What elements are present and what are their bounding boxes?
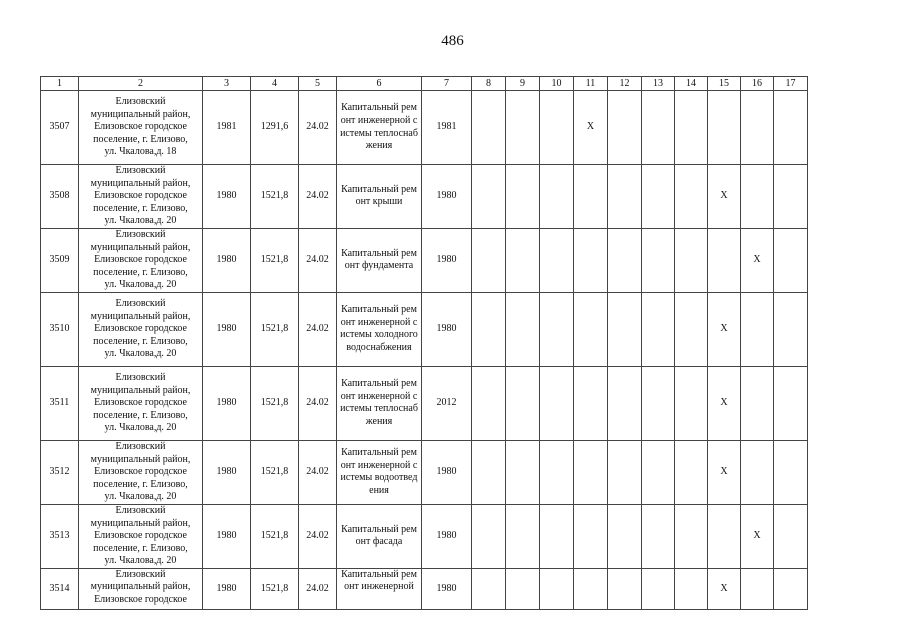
region-code: 24.02 [299,504,337,568]
empty-cell [540,366,574,440]
address-line: ул. Чкалова,д. 20 [104,555,177,567]
row-number: 3512 [41,440,79,504]
year-built: 1980 [203,292,251,366]
empty-cell [472,165,506,229]
table-row [41,366,808,440]
empty-cell [472,440,506,504]
empty-cell [472,366,506,440]
empty-cell [506,228,540,292]
empty-cell [708,504,741,568]
empty-cell [574,568,608,609]
column-header-5: 5 [299,77,337,91]
table-row [41,292,808,366]
address-line: Елизовский [115,568,166,580]
empty-cell [675,165,708,229]
address-line: поселение, г. Елизово, [93,133,188,145]
empty-cell [642,292,675,366]
row-number: 3507 [41,91,79,165]
empty-cell [774,91,808,165]
repair-year: 2012 [422,366,472,440]
address-line: Елизовское городское [94,397,187,409]
x-mark: X [708,292,741,366]
address-line: Елизовское городское [94,323,187,335]
empty-cell [608,366,642,440]
empty-cell [642,440,675,504]
table-row [41,228,808,292]
column-header-17: 17 [774,77,808,91]
row-number: 3514 [41,568,79,609]
empty-cell [774,366,808,440]
empty-cell [574,504,608,568]
address-line: муниципальный район, [90,517,191,529]
work-type: Капитальный ремонт крыши [337,165,422,229]
x-mark: X [741,228,774,292]
empty-cell [506,366,540,440]
empty-cell [774,568,808,609]
year-built: 1980 [203,440,251,504]
work-type: Капитальный ремонт инженерной системы теплоснабжения [337,91,422,165]
x-mark: X [741,504,774,568]
empty-cell [506,440,540,504]
year-built: 1980 [203,366,251,440]
year-built: 1980 [203,228,251,292]
empty-cell [608,228,642,292]
empty-cell [540,165,574,229]
empty-cell [741,165,774,229]
address-cell [79,568,203,609]
x-mark: X [708,440,741,504]
empty-cell [741,292,774,366]
table-row [41,165,808,229]
empty-cell [540,228,574,292]
empty-cell [608,504,642,568]
address-line: муниципальный район, [90,310,191,322]
empty-cell [608,568,642,609]
address-cell [79,440,203,504]
column-header-1: 1 [41,77,79,91]
column-header-15: 15 [708,77,741,91]
year-built: 1981 [203,91,251,165]
x-mark: X [708,165,741,229]
row-number: 3513 [41,504,79,568]
repair-year: 1980 [422,568,472,609]
address-cell [79,504,203,568]
empty-cell [540,91,574,165]
empty-cell [708,228,741,292]
empty-cell [540,440,574,504]
empty-cell [642,366,675,440]
region-code: 24.02 [299,292,337,366]
header-row [41,77,808,91]
address-line: Елизовский [115,440,166,452]
column-header-2: 2 [79,77,203,91]
address-cell [79,165,203,229]
empty-cell [741,440,774,504]
address-line: Елизовский [115,371,166,383]
building-area: 1521,8 [251,568,299,609]
x-mark: X [574,91,608,165]
address-cell [79,366,203,440]
address-line: Елизовский [115,228,166,240]
empty-cell [472,292,506,366]
repair-year: 1980 [422,292,472,366]
address-line: Елизовское городское [94,190,187,202]
address-line: Елизовский [115,504,166,516]
table-row [41,504,808,568]
work-type: Капитальный ремонт инженерной системы холодного водоснабжения [337,292,422,366]
empty-cell [608,292,642,366]
empty-cell [774,504,808,568]
column-header-10: 10 [540,77,574,91]
address-line: ул. Чкалова,д. 20 [104,348,177,360]
address-line: Елизовский [115,96,166,108]
x-mark: X [708,366,741,440]
building-area: 1521,8 [251,228,299,292]
address-line: муниципальный район, [90,241,191,253]
work-type: Капитальный ремонт инженерной [337,568,422,609]
column-header-12: 12 [608,77,642,91]
address-cell [79,91,203,165]
empty-cell [574,292,608,366]
address-line: ул. Чкалова,д. 20 [104,422,177,434]
address-line: поселение, г. Елизово, [93,202,188,214]
empty-cell [574,440,608,504]
empty-cell [741,91,774,165]
address-line: Елизовское городское [94,594,187,606]
empty-cell [472,568,506,609]
building-area: 1521,8 [251,440,299,504]
region-code: 24.02 [299,165,337,229]
address-line: Елизовский [115,165,166,176]
address-line: ул. Чкалова,д. 20 [104,215,177,227]
table-body [41,91,808,610]
address-line: поселение, г. Елизово, [93,409,188,421]
x-mark: X [708,568,741,609]
address-line: ул. Чкалова,д. 18 [104,146,177,158]
empty-cell [506,504,540,568]
address-line: Елизовский [115,297,166,309]
empty-cell [506,165,540,229]
table-row [41,91,808,165]
empty-cell [675,91,708,165]
address-line: Елизовское городское [94,254,187,266]
empty-cell [708,91,741,165]
column-header-6: 6 [337,77,422,91]
column-header-16: 16 [741,77,774,91]
year-built: 1980 [203,504,251,568]
repair-program-table [40,76,808,610]
empty-cell [506,91,540,165]
building-area: 1521,8 [251,366,299,440]
empty-cell [642,165,675,229]
column-header-14: 14 [675,77,708,91]
building-area: 1521,8 [251,292,299,366]
empty-cell [540,504,574,568]
address-line: муниципальный район, [90,108,191,120]
page-number: 486 [441,33,464,49]
empty-cell [774,228,808,292]
region-code: 24.02 [299,568,337,609]
building-area: 1291,6 [251,91,299,165]
empty-cell [574,165,608,229]
region-code: 24.02 [299,91,337,165]
address-line: Елизовское городское [94,121,187,133]
column-header-8: 8 [472,77,506,91]
building-area: 1521,8 [251,165,299,229]
address-line: поселение, г. Елизово, [93,478,188,490]
empty-cell [675,366,708,440]
empty-cell [574,366,608,440]
address-cell [79,292,203,366]
year-built: 1980 [203,568,251,609]
empty-cell [675,504,708,568]
column-header-9: 9 [506,77,540,91]
empty-cell [774,165,808,229]
row-number: 3511 [41,366,79,440]
row-number: 3510 [41,292,79,366]
empty-cell [506,568,540,609]
row-number: 3509 [41,228,79,292]
address-line: Елизовское городское [94,466,187,478]
empty-cell [642,228,675,292]
empty-cell [774,292,808,366]
address-line: Елизовское городское [94,530,187,542]
empty-cell [540,568,574,609]
empty-cell [642,91,675,165]
repair-year: 1980 [422,504,472,568]
address-line: муниципальный район, [90,384,191,396]
empty-cell [774,440,808,504]
column-header-11: 11 [574,77,608,91]
empty-cell [472,91,506,165]
repair-year: 1980 [422,440,472,504]
empty-cell [642,568,675,609]
empty-cell [472,228,506,292]
column-header-7: 7 [422,77,472,91]
address-line: поселение, г. Елизово, [93,266,188,278]
row-number: 3508 [41,165,79,229]
work-type: Капитальный ремонт фасада [337,504,422,568]
empty-cell [675,568,708,609]
empty-cell [540,292,574,366]
work-type: Капитальный ремонт инженерной системы водоотведения [337,440,422,504]
empty-cell [608,440,642,504]
column-header-4: 4 [251,77,299,91]
work-type: Капитальный ремонт фундамента [337,228,422,292]
work-type: Капитальный ремонт инженерной системы теплоснабжения [337,366,422,440]
empty-cell [675,228,708,292]
address-line: муниципальный район, [90,177,191,189]
empty-cell [574,228,608,292]
address-line: муниципальный район, [90,453,191,465]
address-line: поселение, г. Елизово, [93,542,188,554]
empty-cell [472,504,506,568]
table-row [41,440,808,504]
empty-cell [741,366,774,440]
address-cell [79,228,203,292]
region-code: 24.02 [299,440,337,504]
address-line: ул. Чкалова,д. 20 [104,279,177,291]
empty-cell [506,292,540,366]
repair-year: 1981 [422,91,472,165]
repair-year: 1980 [422,165,472,229]
empty-cell [642,504,675,568]
column-header-13: 13 [642,77,675,91]
year-built: 1980 [203,165,251,229]
empty-cell [608,91,642,165]
region-code: 24.02 [299,366,337,440]
column-header-3: 3 [203,77,251,91]
building-area: 1521,8 [251,504,299,568]
address-line: поселение, г. Елизово, [93,335,188,347]
address-line: муниципальный район, [90,581,191,593]
table-row [41,568,808,609]
empty-cell [675,292,708,366]
repair-year: 1980 [422,228,472,292]
empty-cell [608,165,642,229]
empty-cell [741,568,774,609]
region-code: 24.02 [299,228,337,292]
address-line: ул. Чкалова,д. 20 [104,491,177,503]
empty-cell [675,440,708,504]
